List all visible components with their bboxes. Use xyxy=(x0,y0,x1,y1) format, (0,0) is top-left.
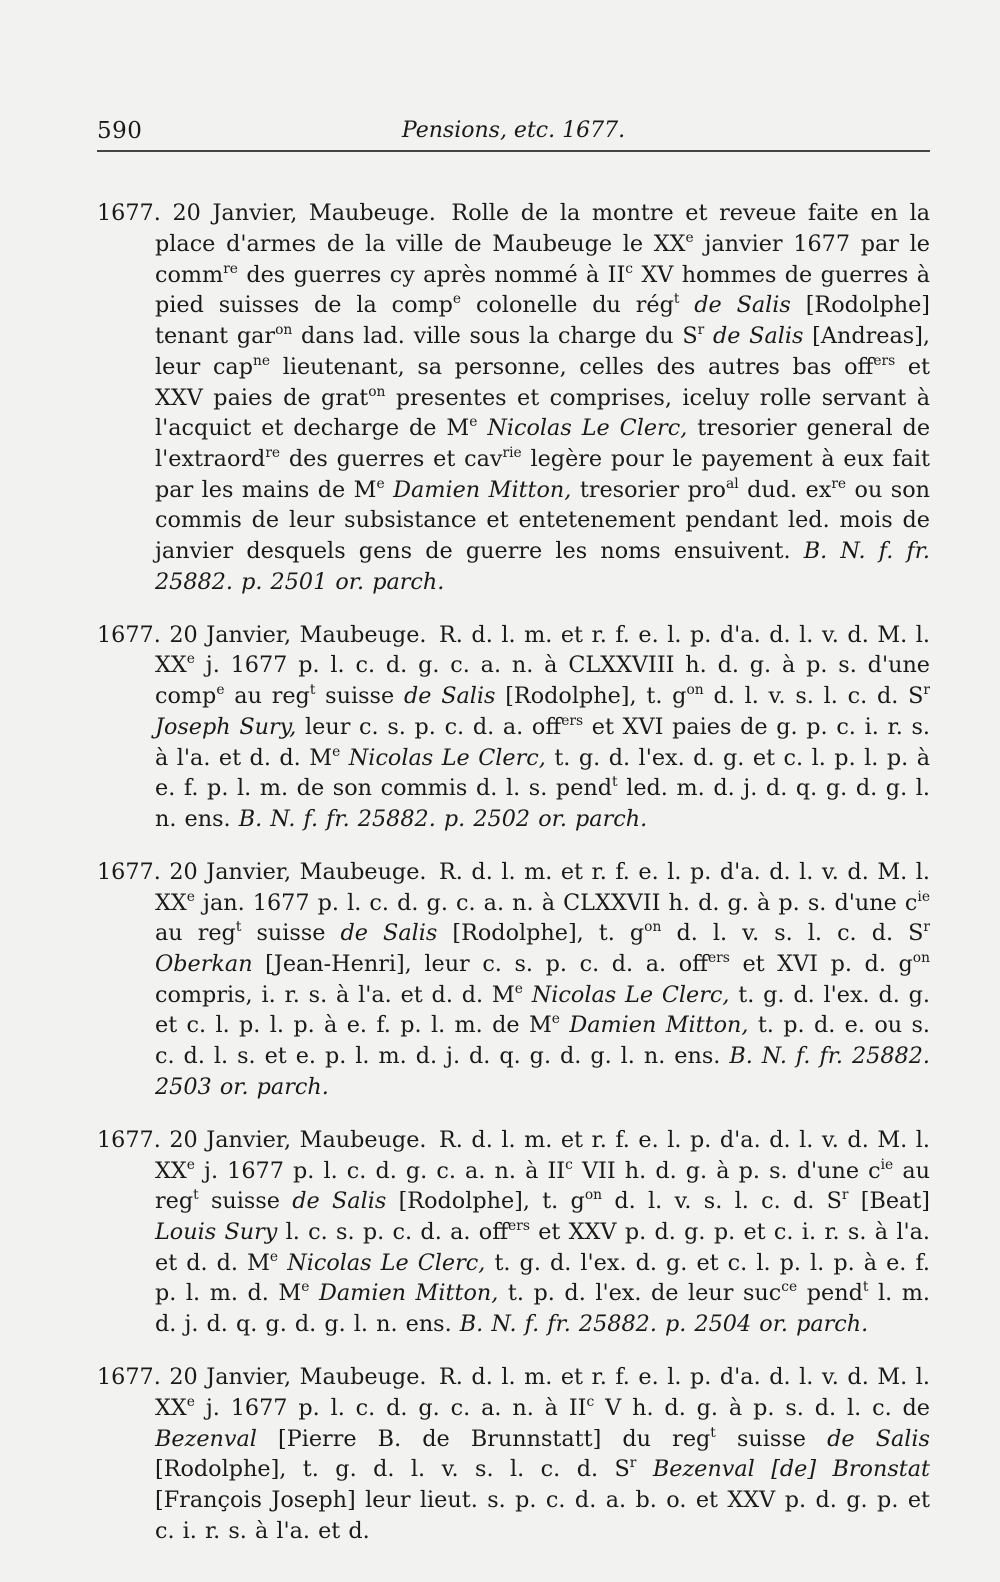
entry-text: des guerres cy après nommé à II xyxy=(237,261,626,288)
superscript: e xyxy=(186,651,195,668)
entry xyxy=(97,1125,930,1340)
italic-name: Oberkan xyxy=(155,951,253,978)
entry-text: [Pierre B. de Brunnstatt] du reg xyxy=(256,1425,711,1452)
entry-text: d. l. v. s. l. c. d. S xyxy=(703,683,924,710)
superscript: e xyxy=(186,888,195,905)
entry-text: [François Joseph] leur lieut. s. p. c. d. a. b. o. et XXV p. d. g. p. et c. i. r. s. à l'a. et d. xyxy=(155,1486,930,1544)
italic-name: Nicolas Le Clerc, xyxy=(531,981,730,1008)
entry-text: t. g. d. l'ex. d. g. et c. l. p. l. p. à e. f. p. l. m. de M xyxy=(155,981,930,1039)
running-title: Pensions, etc. 1677. xyxy=(401,118,626,143)
entry-text: R. d. l. m. et r. f. e. l. p. d'a. d. l. v. d. M. l. XX xyxy=(155,1126,930,1184)
superscript: t xyxy=(673,291,680,308)
superscript: rie xyxy=(502,444,522,461)
italic-name: Louis Sury xyxy=(155,1218,278,1245)
superscript: ie xyxy=(917,888,930,905)
entry xyxy=(97,620,930,835)
entry-text: et XVI p. d. g xyxy=(729,951,913,978)
entry-text: colonelle du rég xyxy=(461,292,674,319)
superscript: t xyxy=(710,1424,716,1441)
entry-text xyxy=(704,323,713,349)
entry-text: t. p. d. e. ou s. c. d. l. s. et e. p. l. m. d. j. d. q. g. d. g. l. n. ens. xyxy=(155,1012,930,1070)
italic-name: de Salis xyxy=(340,920,438,947)
entry-text: et XXV paies de grat xyxy=(155,353,930,411)
italic-name: Nicolas Le Clerc, xyxy=(348,744,546,771)
superscript: e xyxy=(469,414,478,431)
entry-text: t. g. d. l'ex. d. g. et c. l. p. l. p. à e. f. p. l. m. d. M xyxy=(155,1249,931,1307)
entry-text: R. d. l. m. et r. f. e. l. p. d'a. d. l. v. d. M. l. XX xyxy=(155,621,930,679)
entry-text: pend xyxy=(797,1280,863,1307)
superscript: r xyxy=(841,1187,849,1204)
superscript: ne xyxy=(253,352,271,369)
entry-text: lieutenant, sa personne, celles des autres bas off xyxy=(270,353,874,380)
entry-text xyxy=(340,745,349,771)
entry-text xyxy=(636,1456,652,1482)
entry-text: [Rodolphe] tenant gar xyxy=(155,292,930,350)
superscript: e xyxy=(376,475,385,492)
entry-date: 1677. 20 Janvier, Maubeuge. xyxy=(97,1364,427,1391)
entry-text: [Rodolphe], t. g xyxy=(437,920,645,947)
entry-text: au reg xyxy=(155,920,236,947)
entry-text xyxy=(523,982,532,1008)
entry-text: R. d. l. m. et r. f. e. l. p. d'a. d. l. v. d. M. l. XX xyxy=(155,858,930,916)
superscript: e xyxy=(452,291,462,308)
superscript: c xyxy=(586,1393,595,1410)
entry-text: [Rodolphe], t. g xyxy=(495,683,687,710)
page-number: 590 xyxy=(97,118,143,144)
superscript: ers xyxy=(508,1218,530,1234)
entry-text: R. d. l. m. et r. f. e. l. p. d'a. d. l. v. d. M. l. XX xyxy=(155,1364,930,1421)
superscript: t xyxy=(235,919,242,936)
superscript: on xyxy=(912,950,930,967)
entry-text: au reg xyxy=(224,683,310,710)
superscript: r xyxy=(923,919,930,936)
entry-text: XV hommes de guerres à pied suisses de la comp xyxy=(155,261,930,319)
superscript: t xyxy=(612,774,618,791)
entry-text: t. p. d. l'ex. de leur suc xyxy=(498,1280,782,1307)
superscript: r xyxy=(697,322,705,339)
entry-text: [Jean-Henri], leur c. s. p. c. d. a. off xyxy=(252,951,708,978)
entry-text xyxy=(560,1012,569,1038)
entry-text: VII h. d. g. à p. s. d'une c xyxy=(572,1157,881,1184)
entry-text: des guerres et cav xyxy=(280,445,503,472)
entry xyxy=(97,1362,930,1546)
entry-text: suisse xyxy=(715,1425,828,1452)
entry-text: j. 1677 p. l. c. d. g. c. a. n. à II xyxy=(194,1394,587,1421)
entry-text: ou son commis de leur subsistance et entetenement pendant led. mois de janvier desquels gens de guerre les noms ensuivent. xyxy=(155,476,931,565)
entry-text: tresorier general de l'extraord xyxy=(155,415,931,472)
entry-text: t. g. d. l'ex. d. g. et c. l. p. l. p. à e. f. p. l. m. de son commis d. l. s. pend xyxy=(155,744,930,802)
superscript: on xyxy=(584,1187,603,1204)
entry-text xyxy=(309,1280,319,1306)
italic-name: Bezenval xyxy=(155,1425,257,1452)
source-reference: B. N. f. fr. 25882. 2503 or. parch. xyxy=(155,1043,930,1100)
italic-name: de Salis xyxy=(403,683,496,710)
superscript: t xyxy=(862,1279,869,1296)
superscript: e xyxy=(514,980,523,997)
entry-text: dud. ex xyxy=(738,476,832,503)
italic-name: de Salis xyxy=(694,292,791,319)
entry-text: [Andreas], leur cap xyxy=(155,323,930,380)
superscript: r xyxy=(629,1455,637,1472)
page-header xyxy=(97,118,930,158)
superscript: ers xyxy=(561,712,584,729)
superscript: on xyxy=(644,919,662,936)
entry-text: compris, i. r. s. à l'a. et d. d. M xyxy=(155,981,515,1008)
superscript: on xyxy=(275,322,293,339)
superscript: t xyxy=(309,682,316,699)
entry-text: legère pour le payement à eux fait par les mains de M xyxy=(155,445,930,503)
entry-text: [Rodolphe], t. g. d. l. v. s. l. c. d. S xyxy=(155,1456,630,1483)
italic-name: Nicolas Le Clerc, xyxy=(287,1249,486,1276)
superscript: on xyxy=(686,682,704,699)
entry-text: jan. 1677 p. l. c. d. g. c. a. n. à CLXXVII h. d. g. à p. s. d'une c xyxy=(194,889,918,916)
italic-name: Bezenval [de] Bronstat xyxy=(652,1456,931,1483)
entry-text: tresorier pro xyxy=(571,476,726,503)
entry-text: j. 1677 p. l. c. d. g. c. a. n. à II xyxy=(194,1157,566,1184)
header-rule xyxy=(97,150,930,152)
entry-text: led. m. d. j. d. q. g. d. g. l. n. ens. xyxy=(155,775,930,832)
entry-text: l. m. d. j. d. q. g. d. g. l. n. ens. xyxy=(155,1280,930,1338)
superscript: ce xyxy=(781,1279,798,1296)
superscript: ie xyxy=(880,1156,894,1173)
superscript: t xyxy=(193,1187,199,1204)
entry-text: suisse xyxy=(198,1188,293,1215)
entry-date: 1677. 20 Janvier, Maubeuge. xyxy=(97,858,427,885)
superscript: ers xyxy=(873,352,896,369)
entry-text: j. 1677 p. l. c. d. g. c. a. n. à CLXXVIII h. d. g. à p. s. d'une comp xyxy=(155,652,930,710)
superscript: c xyxy=(625,260,634,277)
superscript: r xyxy=(923,682,930,699)
italic-name: Nicolas Le Clerc, xyxy=(487,415,688,442)
entries-list xyxy=(97,176,930,1564)
superscript: e xyxy=(551,1011,560,1028)
italic-name: de Salis xyxy=(827,1425,930,1452)
superscript: e xyxy=(332,743,341,760)
entry-text xyxy=(679,292,694,318)
italic-name: Joseph Sury, xyxy=(155,713,297,740)
superscript: e xyxy=(301,1279,310,1296)
superscript: ers xyxy=(707,950,730,967)
entry-text: d. l. v. s. l. c. d. S xyxy=(661,920,924,947)
entry-text xyxy=(278,1250,287,1276)
entry-text: leur c. s. p. c. d. a. off xyxy=(296,713,562,740)
entry-date: 1677. 20 Janvier, Maubeuge. xyxy=(97,1126,427,1153)
entry-text: presentes et comprises, iceluy rolle servant à l'acquict et decharge de M xyxy=(155,384,930,442)
superscript: e xyxy=(269,1248,279,1265)
entry-text: et XXV p. d. g. p. et c. i. r. s. à l'a. et d. d. M xyxy=(155,1218,930,1276)
entry-text: suisse xyxy=(241,920,341,947)
superscript: re xyxy=(223,260,238,277)
entry xyxy=(97,198,930,597)
entry-text xyxy=(477,415,487,441)
source-reference: B. N. f. fr. 25882. p. 2504 or. parch. xyxy=(459,1311,869,1338)
entry-date: 1677. 20 Janvier, Maubeuge. xyxy=(97,200,436,227)
italic-name: de Salis xyxy=(292,1188,387,1215)
superscript: e xyxy=(186,1393,195,1410)
italic-name: Damien Mitton, xyxy=(569,1012,749,1039)
entry-text: Rolle de la montre et reveue faite en la place d'armes de la ville de Maubeuge le XX xyxy=(155,200,930,257)
superscript: e xyxy=(216,682,225,699)
entry-text: [Rodolphe], t. g xyxy=(386,1188,585,1215)
entry-text: et XVI paies de g. p. c. i. r. s. à l'a. et d. d. M xyxy=(155,713,930,771)
entry-text: janvier 1677 par le comm xyxy=(155,231,930,288)
entry-text: dans lad. ville sous la charge du S xyxy=(292,323,698,350)
italic-name: Damien Mitton, xyxy=(319,1280,499,1307)
superscript: re xyxy=(831,475,847,492)
superscript: e xyxy=(186,1156,195,1173)
italic-name: de Salis xyxy=(712,323,804,350)
superscript: c xyxy=(565,1156,573,1173)
entry-text: V h. d. g. à p. s. d. l. c. de xyxy=(594,1394,931,1421)
entry-text: [Beat] xyxy=(848,1188,930,1215)
entry-text: l. c. s. p. c. d. a. off xyxy=(277,1218,509,1245)
source-reference: B. N. f. fr. 25882. p. 2502 or. parch. xyxy=(238,805,648,832)
entry-text: d. l. v. s. l. c. d. S xyxy=(602,1188,842,1215)
entry-text: au reg xyxy=(155,1157,930,1215)
entry-date: 1677. 20 Janvier, Maubeuge. xyxy=(97,621,427,648)
entry-text: suisse xyxy=(315,683,404,710)
superscript: re xyxy=(265,444,281,461)
italic-name: Damien Mitton, xyxy=(393,476,572,503)
entry-text xyxy=(385,477,393,503)
superscript: on xyxy=(368,383,386,400)
superscript: e xyxy=(685,230,694,247)
source-reference: B. N. f. fr. 25882. p. 2501 or. parch. xyxy=(155,538,931,595)
entry xyxy=(97,857,930,1103)
superscript: al xyxy=(725,475,739,492)
